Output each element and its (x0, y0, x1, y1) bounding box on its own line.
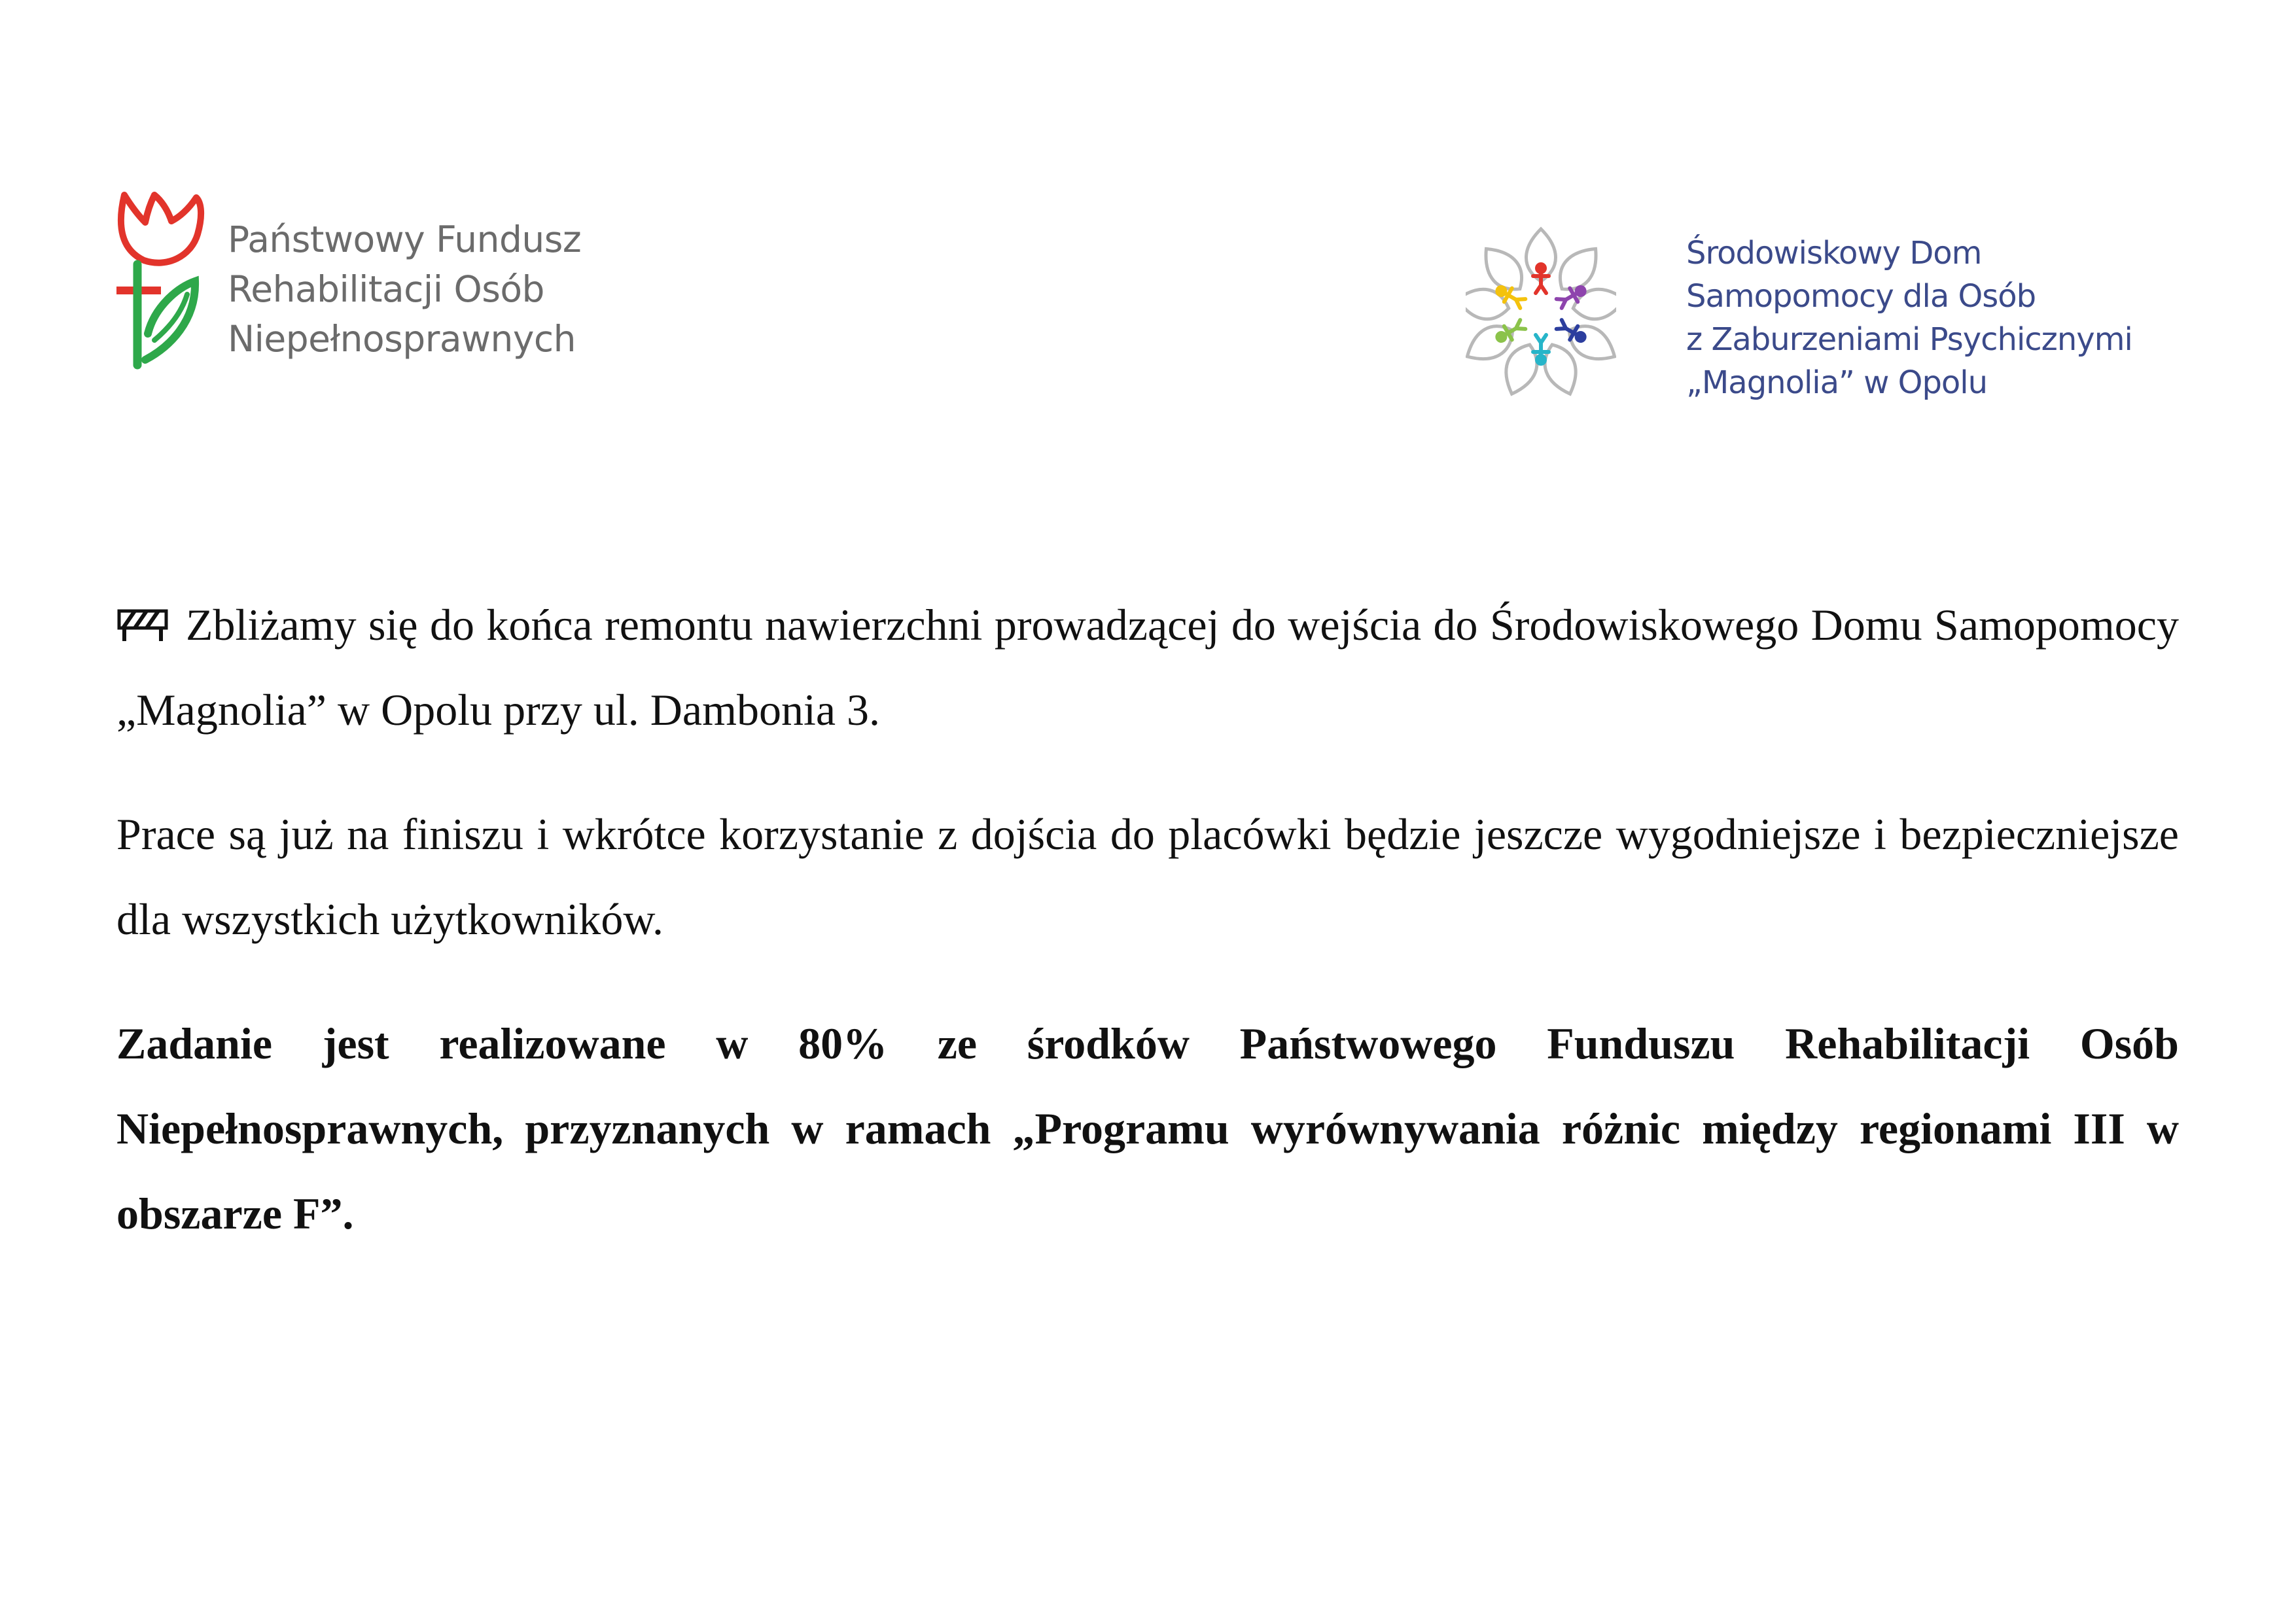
paragraph-1-text: Zbliżamy się do końca remontu nawierzchni prowadzącej do wejścia do Środowiskowego Domu Samopomocy „Magnolia” w Opolu przy ul. Dambonia 3. (116, 600, 2179, 735)
paragraph-progress: Prace są już na finiszu i wkrótce korzystanie z dojścia do placówki będzie jeszcze wygodniejsze i bezpieczniejsze dla wszystkich użytkowników. (116, 809, 2179, 944)
pfron-logo (111, 183, 635, 379)
paragraph-renovation (116, 582, 2179, 752)
pfron-line-1: Państwowy Fundusz (228, 218, 582, 260)
magnolia-line-1: Środowiskowy Dom (1686, 235, 1982, 271)
tulip-logo-icon (111, 183, 209, 373)
magnolia-line-2: Samopomocy dla Osób (1686, 278, 2036, 315)
paragraph-funding: Zadanie jest realizowane w 80% ze środków Państwowego Funduszu Rehabilitacji Osób Niepełnosprawnych, przyznanych w ramach „Programu wyrównywania różnic między regionami III w obszarze F”. (116, 1019, 2179, 1238)
magnolia-logo-text (1686, 232, 2132, 404)
magnolia-flower-logo-icon (1466, 222, 1616, 406)
announcement-body (116, 582, 2179, 1295)
pfron-line-2: Rehabilitacji Osób (228, 268, 544, 310)
magnolia-line-4: „Magnolia” w Opolu (1686, 364, 1988, 401)
construction-barrier-icon (116, 606, 169, 644)
magnolia-logo (1466, 222, 2185, 412)
pfron-logo-text (228, 215, 581, 364)
magnolia-line-3: z Zaburzeniami Psychicznymi (1686, 321, 2132, 358)
pfron-line-3: Niepełnosprawnych (228, 318, 576, 360)
